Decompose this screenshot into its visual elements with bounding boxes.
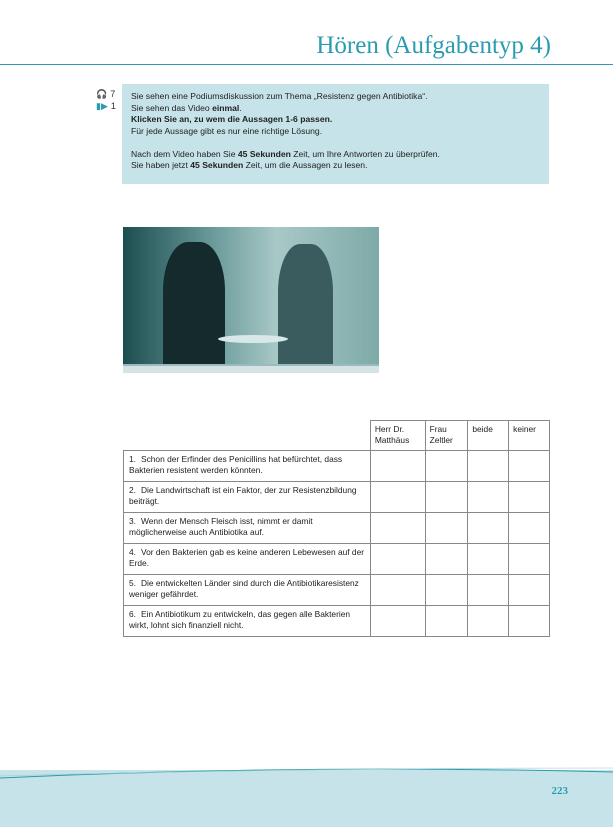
column-header: Herr Dr. Matthäus [370,421,425,451]
statement-text: Wenn der Mensch Fleisch isst, nimmt er damit möglicherweise auch Antibiotika auf. [129,516,313,537]
answer-cell[interactable] [425,451,468,482]
statement-number: 5. [129,578,136,588]
text: Sie sehen das Video [131,102,213,113]
answer-cell[interactable] [468,513,509,544]
instruction-line [131,149,549,161]
audio-track-number: 7 [110,89,116,99]
answer-cell[interactable] [468,451,509,482]
progress-bar[interactable] [123,364,379,366]
answer-cell[interactable] [425,513,468,544]
answer-cell[interactable] [425,482,468,513]
statement [124,513,371,544]
title-divider [0,64,613,65]
instructions-box [122,84,549,184]
answer-cell[interactable] [425,575,468,606]
answer-cell[interactable] [468,544,509,575]
statement-number: 2. [129,485,136,495]
table-row [124,544,550,575]
answer-cell[interactable] [370,575,425,606]
answer-cell[interactable] [468,482,509,513]
table-row [124,606,550,637]
text-bold: einmal [212,102,240,113]
answer-cell[interactable] [509,513,550,544]
answer-cell[interactable] [468,575,509,606]
column-header: Frau Zeltler [425,421,468,451]
answer-cell[interactable] [509,544,550,575]
statement-text: Vor den Bakterien gab es keine anderen Lebewesen auf der Erde. [129,547,365,568]
statement-number: 1. [129,454,136,464]
footer-wave [0,764,613,784]
text: Sie haben jetzt [131,160,191,170]
text-bold: 45 Sekunden [237,148,291,159]
video-frame [123,227,379,364]
statement-number: 3. [129,516,136,526]
table-row [124,451,550,482]
instruction-line: Für jede Aussage gibt es nur eine richtige Lösung. [131,125,323,136]
text: Zeit, um Ihre Antworten zu überprüfen. [290,148,440,159]
speaker-woman [278,244,333,364]
statement-number: 6. [129,609,136,619]
statement [124,544,371,575]
table-row [124,482,550,513]
headphones-icon: 🎧 [96,89,108,99]
table [218,335,288,343]
speaker-man [163,242,225,364]
table-row [124,575,550,606]
statement-number: 4. [129,547,136,557]
answer-cell[interactable] [425,606,468,637]
video-controls[interactable] [123,364,379,373]
page-number: 223 [551,785,568,797]
instruction-line: Sie sehen das Video einmal. [131,102,242,113]
statement [124,482,371,513]
video-track-number: 1 [110,101,116,111]
empty-header [124,421,371,451]
table-row [124,513,550,544]
instruction-line [131,160,549,172]
text: Zeit, um die Aussagen zu lesen. [243,160,368,170]
answer-cell[interactable] [509,606,550,637]
column-header: beide [468,421,509,451]
statement [124,575,371,606]
page-title: Hören (Aufgabentyp 4) [316,32,551,59]
instruction-line: Sie sehen eine Podiumsdiskussion zum Thema „Resistenz gegen Antibiotika“. [131,91,428,101]
answer-cell[interactable] [370,513,425,544]
answer-cell[interactable] [509,482,550,513]
text: Nach dem Video haben Sie [131,148,238,159]
footer-band [0,770,613,827]
answer-table [123,420,550,637]
statement-text: Die entwickelten Länder sind durch die Antibiotikaresistenz weniger gefährdet. [129,578,359,599]
statement [124,606,371,637]
track-icons [96,88,116,112]
statement-text: Schon der Erfinder des Penicillins hat befürchtet, dass Bakterien resistent werden könnten. [129,454,343,475]
text-bold: 45 Sekunden [190,160,244,170]
answer-cell[interactable] [509,451,550,482]
column-header: keiner [509,421,550,451]
video-camera-icon: ▮▶ [96,101,108,111]
answer-cell[interactable] [370,482,425,513]
instruction-line: Klicken Sie an, zu wem die Aussagen 1-6 passen. [131,114,333,124]
video-player[interactable] [123,227,379,373]
answer-cell[interactable] [425,544,468,575]
answer-cell[interactable] [370,544,425,575]
answer-cell[interactable] [468,606,509,637]
statement [124,451,371,482]
answer-cell[interactable] [370,451,425,482]
statement-text: Die Landwirtschaft ist ein Faktor, der zur Resistenzbildung beiträgt. [129,485,357,506]
answer-cell[interactable] [509,575,550,606]
statement-text: Ein Antibiotikum zu entwickeln, das gegen alle Bakterien wirkt, lohnt sich finanziell nicht. [129,609,351,630]
answer-cell[interactable] [370,606,425,637]
